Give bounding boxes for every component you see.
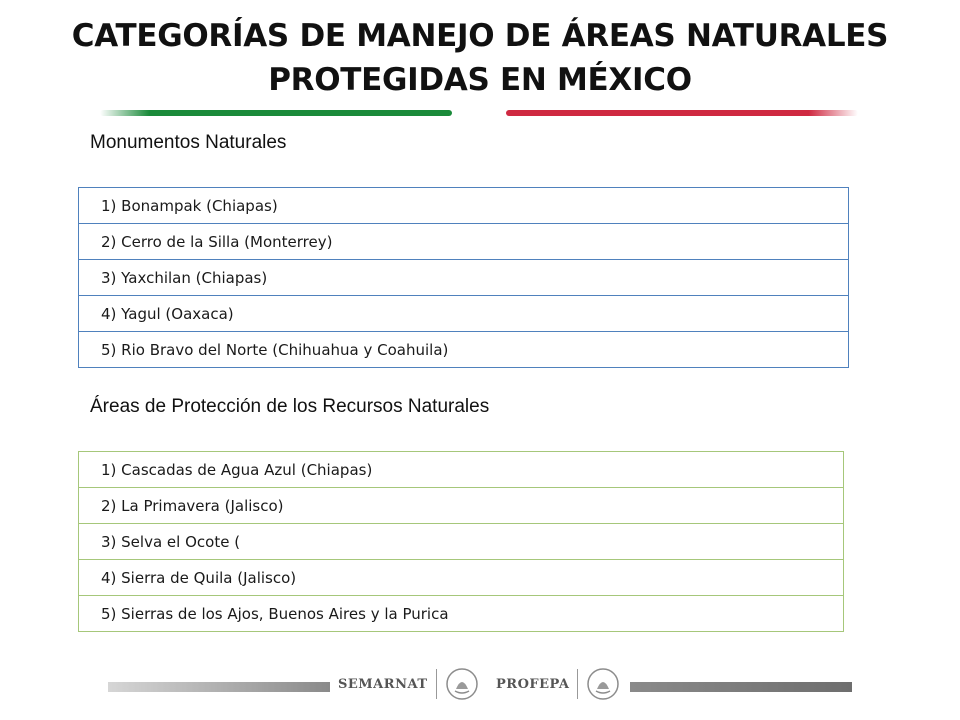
table-row [79, 488, 844, 524]
profepa-logo-text: PROFEPA [496, 676, 570, 692]
table-row [79, 296, 849, 332]
page-title [0, 14, 960, 102]
semarnat-logo-text: SEMARNAT [338, 676, 428, 692]
table-row [79, 596, 844, 632]
table-row [79, 452, 844, 488]
footer-bar-left [108, 682, 330, 692]
table-row [79, 560, 844, 596]
footer-bar-right [630, 682, 852, 692]
table-row [79, 260, 849, 296]
semarnat-logo [338, 664, 479, 704]
section-heading-areas-proteccion: Áreas de Protección de los Recursos Naturales [90, 396, 490, 417]
section-heading-monumentos: Monumentos Naturales [90, 132, 287, 153]
table-row [79, 332, 849, 368]
table-cell: 3) Selva el Ocote ( [79, 524, 844, 560]
green-divider [100, 110, 452, 116]
areas-proteccion-table [78, 451, 844, 632]
mexican-seal-icon [445, 667, 479, 701]
table-cell: 1) Bonampak (Chiapas) [79, 188, 849, 224]
mexican-seal-icon [586, 667, 620, 701]
profepa-logo [496, 664, 620, 704]
table-cell: 1) Cascadas de Agua Azul (Chiapas) [79, 452, 844, 488]
table-cell: 5) Rio Bravo del Norte (Chihuahua y Coahuila) [79, 332, 849, 368]
title-line-2: PROTEGIDAS EN MÉXICO [268, 62, 692, 98]
table-row [79, 524, 844, 560]
red-divider [506, 110, 858, 116]
logo-separator [436, 669, 437, 699]
monumentos-table [78, 187, 849, 368]
table-cell: 2) La Primavera (Jalisco) [79, 488, 844, 524]
logo-separator [577, 669, 578, 699]
table-cell: 2) Cerro de la Silla (Monterrey) [79, 224, 849, 260]
table-row [79, 224, 849, 260]
table-cell: 4) Sierra de Quila (Jalisco) [79, 560, 844, 596]
table-cell: 4) Yagul (Oaxaca) [79, 296, 849, 332]
title-line-1: CATEGORÍAS DE MANEJO DE ÁREAS NATURALES [71, 18, 889, 54]
table-cell: 3) Yaxchilan (Chiapas) [79, 260, 849, 296]
table-cell: 5) Sierras de los Ajos, Buenos Aires y la Purica [79, 596, 844, 632]
table-row [79, 188, 849, 224]
